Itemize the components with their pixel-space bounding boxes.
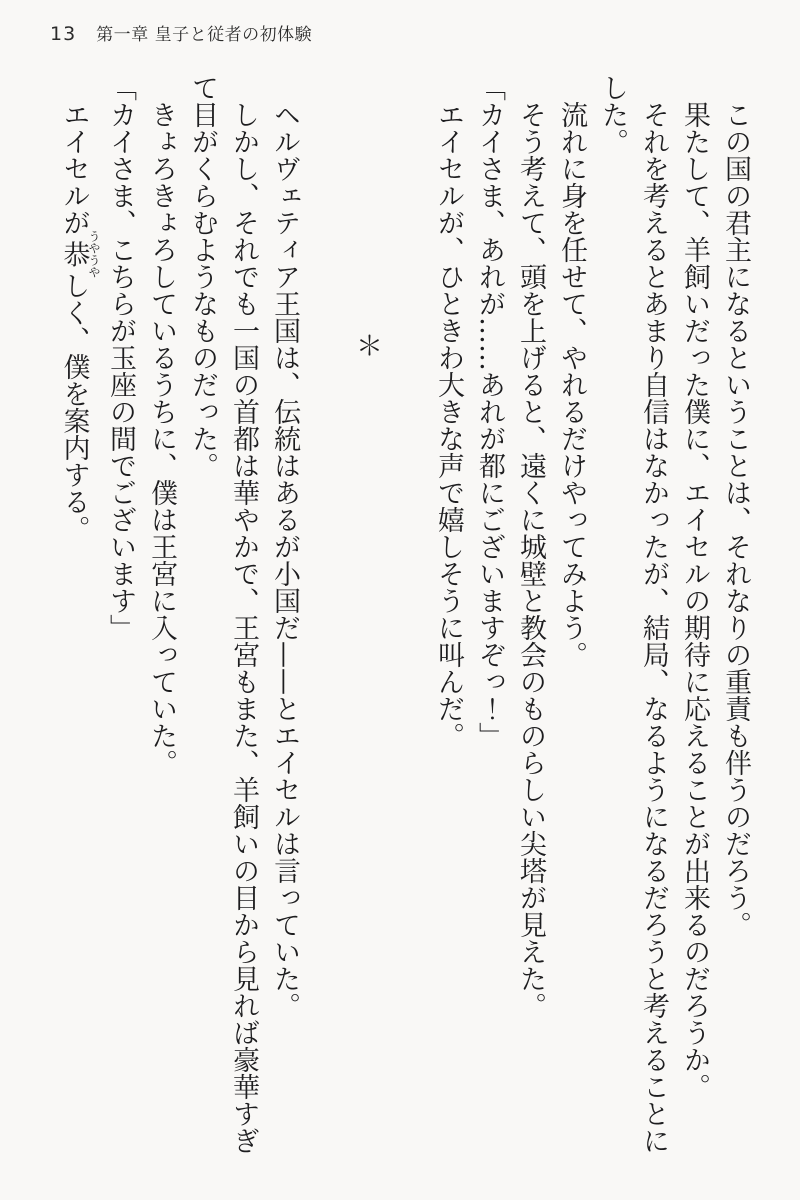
- ruby-post-text: しく、僕を案内する。: [58, 272, 90, 542]
- ruby-pre-text: エイセルが: [58, 101, 90, 236]
- paragraph: そう考えて、頭を上げると、遠くに城壁と教会のものらしい尖塔が見えた。: [515, 101, 546, 1019]
- paragraph-dialogue: 「カイさま、こちらが玉座の間でございます」: [105, 74, 136, 641]
- paragraph: それを考えるとあまり自信はなかったが、結局、なるようになるだろうと考えることにした。: [597, 74, 669, 1154]
- paragraph: エイセルが、ひときわ大きな声で嬉しそうに叫んだ。: [433, 101, 464, 749]
- furigana: うやうや: [87, 230, 101, 278]
- vertical-text-body: [42, 74, 756, 1174]
- paragraph: きょろきょろしているうちに、僕は王宮に入っていた。: [146, 101, 177, 776]
- ruby-base-char: 恭: [58, 240, 90, 278]
- paragraph: 流れに身を任せて、やれるだけやってみよう。: [556, 101, 587, 668]
- paragraph: ヘルヴェティア王国は、伝統はあるが小国だ——とエイセルは言っていた。: [269, 101, 300, 1019]
- page-header: [50, 20, 312, 45]
- chapter-title: 第一章 皇子と従者の初体験: [96, 25, 313, 45]
- ruby-annotation: [58, 230, 101, 278]
- paragraph: 果たして、羊飼いだった僕に、エイセルの期待に応えることが出来るのだろうか。: [679, 101, 710, 1100]
- paragraph-with-ruby: [54, 74, 101, 1174]
- divider-asterisk: ＊: [351, 332, 382, 359]
- paragraph: しかし、それでも一国の首都は華やかで、王宮もまた、羊飼いの目から見れば豪華すぎて目がくらむようなものだった。: [187, 74, 259, 1154]
- paragraph: この国の君主になるということは、それなりの重責も伴うのだろう。: [720, 101, 751, 938]
- paragraph-dialogue: 「カイさま、あれが……あれが都にございますぞっ！」: [474, 74, 505, 749]
- section-divider: [346, 74, 387, 1174]
- page-number: 13: [50, 23, 77, 45]
